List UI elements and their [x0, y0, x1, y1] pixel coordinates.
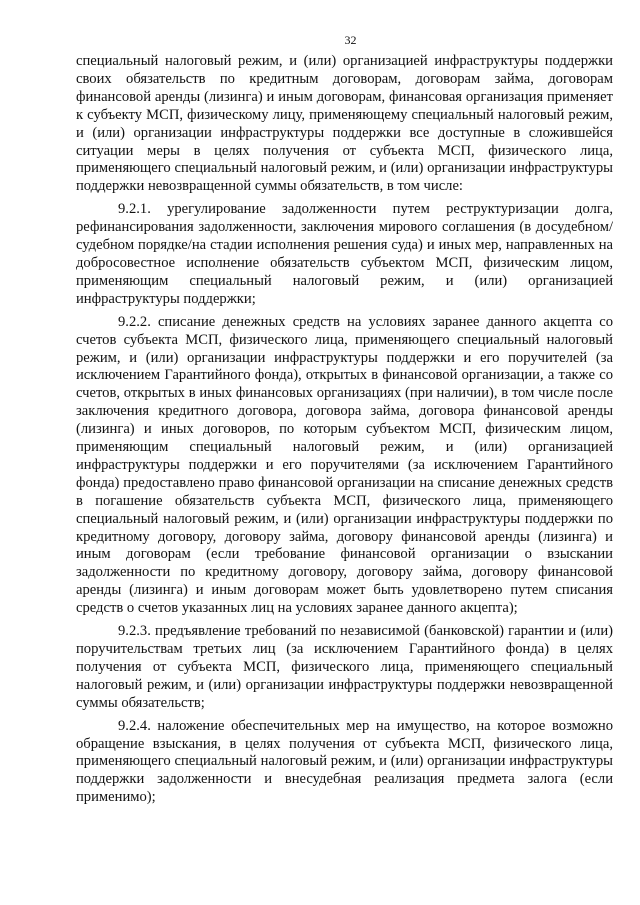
page-number: 32: [344, 33, 357, 47]
clause-9-2-1: 9.2.1. урегулирование задолженности путем реструктуризации долга, рефинансирования задолженности, заключения мирового соглашения (в досудебном/судебном порядке/на стадии исполнения решения суда) и иных мер, направленных на добросовестное исполнение обязательств субъектом МСП, физическим лицом, применяющим специальный налоговый режим, и (или) организацией инфраструктуры поддержки;: [76, 201, 613, 307]
intro-paragraph: специальный налоговый режим, и (или) организацией инфраструктуры поддержки своих обязательств по кредитным договорам, договорам займа, договорам финансовой аренды (лизинга) и иным договорам, финансовая организация применяет к субъекту МСП, физическому лицу, применяющему специальный налоговый режим, и (или) организации инфраструктуры поддержки все доступные в сложившейся ситуации меры в целях получения от субъекта МСП, физического лица, применяющего специальный налоговый режим, и (или) организации инфраструктуры поддержки невозвращенной суммы обязательств, в том числе:: [76, 53, 613, 195]
clause-9-2-3: 9.2.3. предъявление требований по независимой (банковской) гарантии и (или) поручительствам третьих лиц (за исключением Гарантийного фонда) в целях получения от субъекта МСП, физического лица, применяющего специальный налоговый режим, и (или) организации инфраструктуры поддержки невозвращенной суммы обязательств;: [76, 623, 613, 711]
clause-9-2-2: 9.2.2. списание денежных средств на условиях заранее данного акцепта со счетов субъекта МСП, физического лица, применяющего специальный налоговый режим, и (или) организации инфраструктуры поддержки и его поручителей (за исключением Гарантийного фонда), открытых в финансовой организации, а также со счетов, открытых в иных финансовых организациях (при наличии), в том числе после заключения кредитного договора, договора займа, договора финансовой аренды (лизинга) и иных договоров, по которым субъектом МСП, физическим лицом, применяющим специальный налоговый режим, и (или) организацией инфраструктуры поддержки и его поручителями (за исключением Гарантийного фонда) предоставлено право финансовой организации на списание денежных средств в погашение обязательств субъекта МСП, физического лица, применяющего специальный налоговый режим, и (или) организации инфраструктуры поддержки по кредитному договору, договору займа, договору финансовой аренды (лизинга) и иным договорам (если требование финансовой организации о взыскании задолженности по кредитному договору, договору займа, договору финансовой аренды (лизинга) и иным договорам может быть удовлетворено путем списания средств о счетов указанных лиц на условиях заранее данного акцепта);: [76, 313, 613, 617]
document-page: [76, 33, 613, 893]
clause-9-2-4: 9.2.4. наложение обеспечительных мер на имущество, на которое возможно обращение взыскания, в целях получения от субъекта МСП, физического лица, применяющего специальный налоговый режим, и (или) организации инфраструктуры поддержки задолженности и внесудебная реализация предмета залога (если применимо);: [76, 717, 613, 806]
